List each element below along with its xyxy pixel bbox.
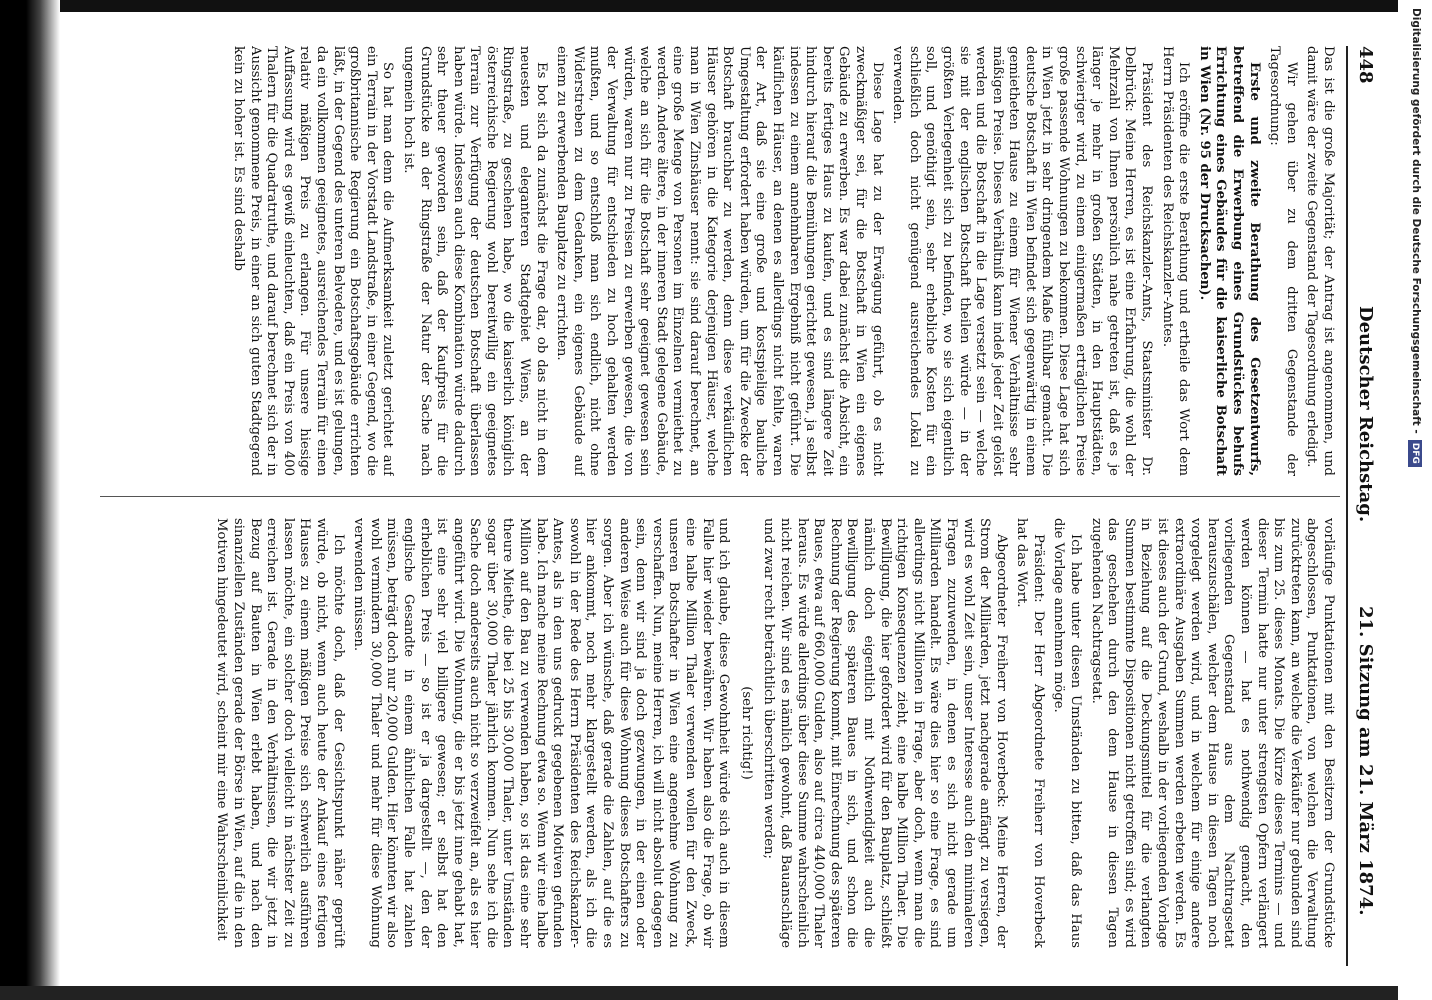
scan-edge-left <box>0 0 60 1000</box>
column-divider <box>100 496 1340 497</box>
page-number: 448 <box>1355 46 1376 84</box>
paragraph: So hat man denn die Aufmerksamkeit zuletzt gerichtet auf ein Terrain in der Vorstadt Landstraße, in einer Gegend, wo die großbritannische Regierung ein Botschaftsgebäude errichten läßt, in der Gegend des unteren Belvedere, und es ist gelungen, da ein vollkommen geeignetes, ausreichendes Terrain für einen relativ mäßigen Preis zu erlangen. Für unsere hiesige Auffassung wird es gewiß einleuchten, daß ein Preis von 400 Thalern für die Quadratruthe, und darauf berechnet sich der in Aussicht genommene Preis, in einer an sich guten Stadtgegend kein zu hoher ist. Es sind deshalb <box>231 46 396 476</box>
paragraph: Ich möchte doch, daß der Gesichtspunkt näher geprüft würde, ob nicht, wenn auch heute der Ankauf eines fertigen Hauses zu einem mäßigen Preise sich schwerlich ausführen lassen möchte, ein solcher doch vielleicht in nächster Zeit zu erreichen ist. Gerade in den Verhältnissen, die wir jetzt in Bezug auf Bauten in Wien erlebt haben, und nach den sinanziellen Zuständen gerade der Börse in Wien, auf die in den Motiven hingedeutet wird, scheint mir eine Wahrscheinlichkeit <box>214 518 346 948</box>
paragraph: Ich habe unter diesen Umständen zu bitten, daß das Haus die Vorlage annehmen möge. <box>1051 518 1084 948</box>
paragraph: Wir gehen über zu dem dritten Gegenstande der Tagesordnung: <box>1267 46 1299 476</box>
watermark-caption: Digitalisierung gefördert durch die Deutsche Forschungsgemeinschaft - <box>1410 8 1422 434</box>
speech-paragraph: Präsident: Der Herr Abgeordnete Freiherr von Hoverbeck hat das Wort. <box>1014 518 1046 948</box>
paragraph: Ich eröffne die erste Berathung und ertheile das Wort dem Herrn Präsidenten des Reichskanzler-Amtes. <box>1159 46 1192 476</box>
speech-paragraph: Präsident des Reichskanzler-Amts, Staatsminister Dr. Delbrück: Meine Herren, es ist eine Erfahrung, die wohl der Mehrzahl von Ihnen persönlich nahe getreten ist, daß es je länger je mehr in großen Städten, in den Hauptstädten, schwieriger wird, zu einem einigermaßen erträglichen Preise große passende Wohnungen zu bekommen. Diese Lage hat sich in Wien jetzt in sehr dringendem Maße fühlbar gemacht. Die deutsche Botschaft in Wien befindet sich gegenwärtig in einem gemietheten Hause zu einem für Wiener Verhältnisse sehr mäßigen Preise. Dieses Verhältniß kann indeß jeder Zeit gelöst werden und die Botschaft in die Lage versetzt sein — welche sie mit der englischen Botschaft theilen würde — in der größten Verlegenheit sich zu befinden, wo sie sich eigentlich soll, und genöthigt sein, sehr erhebliche Kosten für ein schließlich doch nicht genügend ausreichendes Lokal zu verwenden. <box>890 46 1155 476</box>
paragraph: und ich glaube, diese Gewohnheit würde sich auch in diesem Falle hier wieder bewähren. Wir haben also die Frage, ob wir eine halbe Million Thaler verwenden wollen für den Zweck, unseren Botschafter in Wien eine angenehme Wohnung zu verschaffen. Nun, meine Herren, ich will nicht absolut dagegen sein, denn wir sind ja doch gezwungen, in der einen oder anderen Weise auch für diese Wohnung dieses Botschafters zu sorgen. Aber ich wünsche, daß gerade die Zahlen, auf die es hier ankommt, noch mehr klargestellt werden, als ich die sowohl in der Rede des Herrn Präsidenten des Reichskanzler-Amtes, als in den uns gedruckt gegebenen Motiven gefunden habe. Ich mache meine Rechnung etwa so. Wenn wir eine halbe Million auf den Bau zu verwenden haben, so ist das eine sehr theure Miethe, die bei 25 bis 30,000 Thaler, unter Umständen sogar über 30,000 Thaler jährlich kommen. Nun sehe ich die Sache doch anderseits auch nicht so verzweifelt an, als es hier angeführt wird. Die Wohnung, die er bis jetzt inne gehabt hat, ist eine sehr viel billigere gewesen; er selbst hat den erheblichen Preis — so ist er ja dargestellt —, den der englische Gesandte in einem ähnlichen Falle hat zahlen müssen, beträgt doch nur 20,000 Gulden. Hier könnten wir also wohl vermindern 30,000 Thaler und mehr für diese Wohnung verwenden müssen. <box>351 518 732 948</box>
speech-paragraph: Abgeordneter Freiherr von Hoverbeck: Meine Herren, der Strom der Milliarden, jetzt nachgerade anfängt zu versiegen, wird es wohl Zeit sein, unser Interesse auch den minimaleren Fragen zuzuwenden, in denen es sich nicht gerade um Milliarden handelt. Es wäre dies hier so eine Frage, es sind allerdings nicht Millionen in Frage, aber doch, wenn man die richtigen Konsequenzen zieht, eine halbe Million Thaler. Die Bewilligung, die hier gefordert wird für den Bauplatz, schließt nämlich doch eigentlich mit Nothwendigkeit auch die Bewilligung des späteren Baues in sich, und schon die Rechnung der Regierung kommt, mit Einrechnung des späteren Baues, etwa auf 660,000 Gulden, also auf circa 440,000 Thaler heraus. Es würde allerdings über diese Summe wahrscheinlich nicht reichen. Wir sind es nämlich gewohnt, daß Bauanschläge und zwar recht beträchtlich überschritten werden; <box>761 518 1009 948</box>
paragraph: Es bot sich da zunächst die Frage dar, ob das nicht in dem neuesten und eleganteren Stadtgebiet Wiens, an der Ringstraße, zu geschehen habe, wo die kaiserlich königlich österreichische Regierung wohl bereitwillig ein geeignetes Terrain zur Verfügung der deutschen Botschaft überlassen haben würde. Indessen auch diese Kombination würde dadurch sehr theuer geworden sein, daß der Kaufpreis für die Grundstücke an der Ringstraße der Natur der Sache nach ungemein hoch ist. <box>400 46 549 476</box>
agenda-item-heading: Erste und zweite Berathung des Gesetzentwurfs, betreffend die Erwerbung eines Grundstückes behufs Errichtung eines Gebäudes für die kaiserliche Botschaft in Wien (Nr. 95 der Drucksachen). <box>1196 46 1262 476</box>
session-date: 21. Sitzung am 21. März 1874. <box>1355 606 1376 916</box>
interjection: (sehr richtig!) <box>738 686 754 780</box>
publication-title: Deutscher Reichstag. <box>1355 306 1376 523</box>
scan-edge-top <box>0 0 1432 12</box>
rotated-document-page <box>76 22 1376 982</box>
digitization-watermark <box>1404 8 1428 992</box>
watermark-text <box>1404 8 1428 992</box>
right-column <box>96 518 1336 948</box>
header-rule <box>1346 46 1348 966</box>
dfg-logo: DFG <box>1408 440 1422 467</box>
scan-edge-bottom <box>0 986 1432 1000</box>
paragraph: Diese Lage hat zu der Erwägung geführt, ob es nicht zweckmäßiger sei, für die Botschaft in Wien ein eigenes Gebäude zu erwerben. Es war dabei zunächst die Absicht, ein bereits fertiges Haus zu kaufen, und es sind längere Zeit hindurch hierauf die Bemühungen gerichtet gewesen, ja selbst indessen zu einem annehmbaren Ergebniß nicht geführt. Die käuflichen Häuser, an denen es allerdings nicht fehlte, waren der Art, daß sie eine große und kostspielige bauliche Umgestaltung erfordert haben würden, um für die Zwecke der Botschaft brauchbar zu werden, denn diese verkäuflichen Häuser gehören in die Kategorie derjenigen Häuser, welche man in Wien Zinshäuser nennt: sie sind darauf berechnet, an eine große Menge von Personen im Einzelnen vermiethet zu werden. Andere ältere, in der inneren Stadt gelegene Gebäude, welche an sich für die Botschaft sehr geeignet gewesen sein würden, waren nur zu Preisen zu erwerben gewesen, die von der Verwaltung für entschieden zu hoch gehalten werden mußten, und so entschloß man sich endlich, nicht ohne Widerstreben zu dem Gedanken, ein eigenes Gebäude auf einem zu erwerbenden Bauplatze zu errichten. <box>554 46 885 476</box>
page-header <box>1350 46 1376 966</box>
paragraph: Das ist die große Majorität; der Antrag ist angenommen, und damit wäre der zweite Gegenstand der Tagesordnung erledigt. <box>1304 46 1336 476</box>
paragraph: vorläufige Punktationen mit den Besitzern der Grundstücke abgeschlossen, Punktationen, von welchen die Verwaltung zurücktreten kann, an welche die Verkäufer nur gebunden sind bis zum 25. dieses Monats. Die Kürze dieses Termins — und dieser Termin hatte nur unter strengsten Opfern verlängert werden können — hat es nothwendig gemacht, den vorliegenden Gegenstand aus dem Nachtragsetat herauszuschälen, welcher dem Hause in diesen Tagen noch vorgelegt werden wird, und in welchem für einige andere extraordinäre Ausgaben Summen werden erbeten werden. Es ist dieses auch der Grund, weshalb in der vorliegenden Vorlage in Beziehung auf die Deckungsmittel für die verlangten Summen bestimmte Dispositionen nicht getroffen sind; es wird das geschehen durch den dem Hause in diesen Tagen zugehenden Nachtragsetat. <box>1088 518 1336 948</box>
left-column <box>96 46 1336 476</box>
